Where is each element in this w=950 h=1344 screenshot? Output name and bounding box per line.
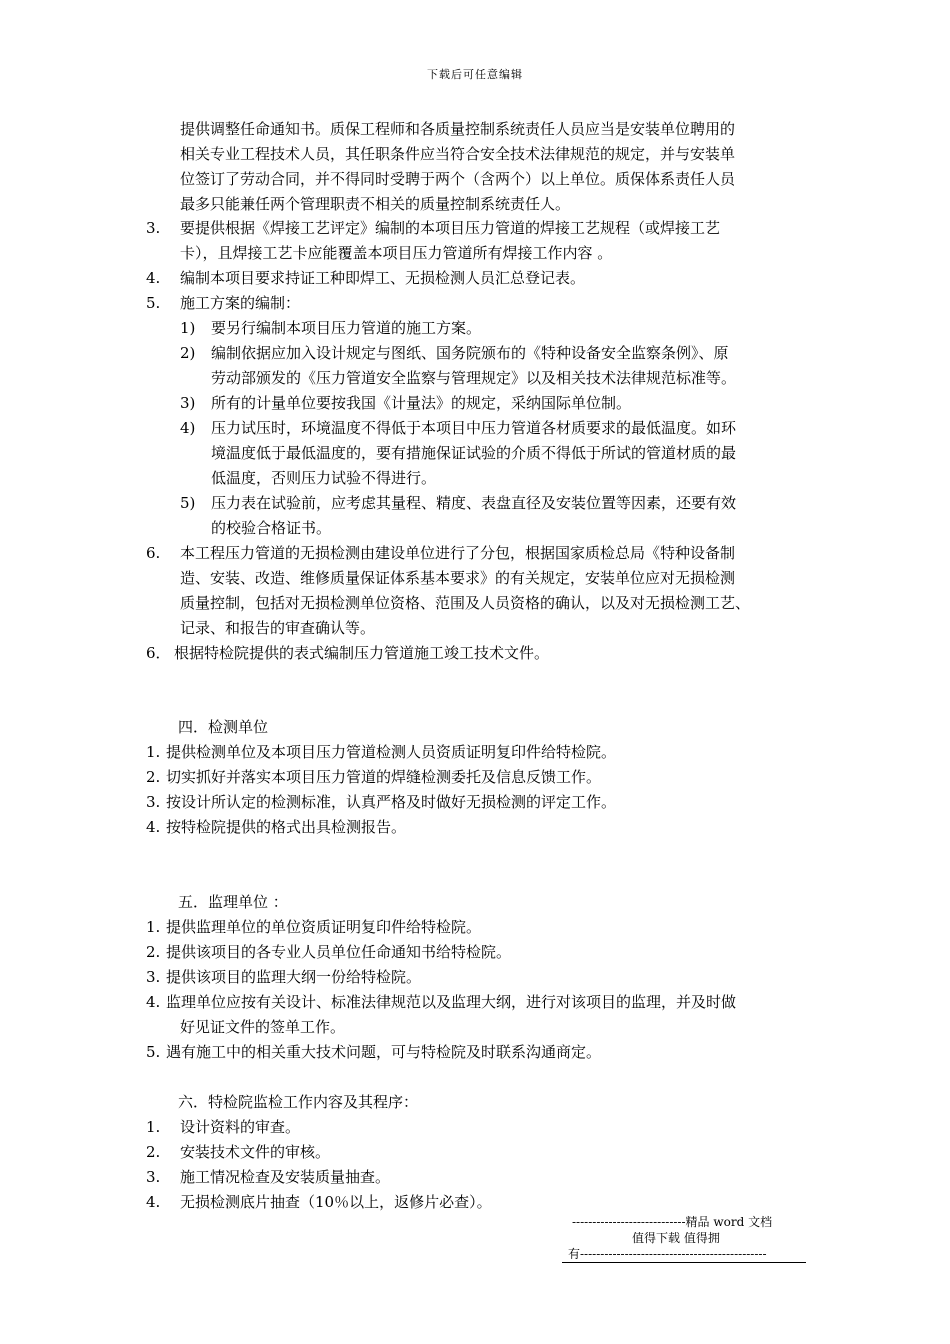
list-number: 6． [146, 644, 171, 662]
page-header: 下载后可任意编辑 [427, 68, 523, 81]
footer-line: 值得下载 值得拥 [632, 1231, 720, 1245]
list-item-line: 质量控制，包括对无损检测单位资格、范围及人员资格的确认，以及对无损检测工艺、 [180, 594, 751, 612]
sub-list-number: 4) [180, 419, 196, 437]
footer-line: 有---------------------------------------------- [568, 1247, 767, 1261]
list-number: 4. [146, 993, 161, 1011]
sub-list-line: 低温度，否则压力试验不得进行。 [211, 469, 437, 487]
list-item-line: 本工程压力管道的无损检测由建设单位进行了分包，根据国家质检总局《特种设备制 [180, 544, 736, 562]
sub-list-line: 所有的计量单位要按我国《计量法》的规定，采纳国际单位制。 [211, 394, 632, 412]
intro-line: 提供调整任命通知书。质保工程师和各质量控制系统责任人员应当是安装单位聘用的 [180, 120, 736, 138]
footer-line: ----------------------------精品 word 文档 [572, 1215, 773, 1229]
list-item-line: 切实抓好并落实本项目压力管道的焊缝检测委托及信息反馈工作。 [166, 768, 602, 786]
list-number: 1. [146, 918, 161, 936]
list-item-line: 记录、和报告的审查确认等。 [180, 619, 376, 637]
list-item-line: 施工方案的编制： [180, 294, 301, 312]
section-heading: 六．特检院监检工作内容及其程序： [178, 1093, 419, 1111]
footer-rule [562, 1262, 806, 1263]
sub-list-line: 劳动部颁发的《压力管道安全监察与管理规定》以及相关技术法律规范标准等。 [211, 369, 737, 387]
list-item-line: 好见证文件的签单工作。 [180, 1018, 346, 1036]
intro-line: 相关专业工程技术人员，其任职条件应当符合安全技术法律规范的规定，并与安装单 [180, 145, 736, 163]
list-item-line: 按设计所认定的检测标准，认真严格及时做好无损检测的评定工作。 [166, 793, 617, 811]
sub-list-line: 压力试压时，环境温度不得低于本项目中压力管道各材质要求的最低温度。如环 [211, 419, 737, 437]
list-number: 6. [146, 544, 161, 562]
list-item-line: 造、安装、改造、维修质量保证体系基本要求》的有关规定，安装单位应对无损检测 [180, 569, 736, 587]
list-item-line: 编制本项目要求持证工种即焊工、无损检测人员汇总登记表。 [180, 269, 586, 287]
section-heading: 四．检测单位 [178, 718, 269, 736]
list-number: 1. [146, 1118, 161, 1136]
list-number: 1. [146, 743, 161, 761]
sub-list-number: 1) [180, 319, 196, 337]
list-item-line: 施工情况检查及安装质量抽查。 [180, 1168, 391, 1186]
list-number: 2. [146, 943, 161, 961]
list-number: 3. [146, 219, 161, 237]
sub-list-line: 编制依据应加入设计规定与图纸、国务院颁布的《特种设备安全监察条例》、原 [211, 344, 729, 362]
sub-list-number: 2) [180, 344, 196, 362]
list-number: 3. [146, 968, 161, 986]
list-item-line: 提供监理单位的单位资质证明复印件给特检院。 [166, 918, 482, 936]
list-number: 5. [146, 1043, 161, 1061]
list-number: 4. [146, 1193, 161, 1211]
sub-list-number: 3) [180, 394, 196, 412]
list-number: 2. [146, 768, 161, 786]
list-item-line: 提供该项目的监理大纲一份给特检院。 [166, 968, 422, 986]
list-item-line: 要提供根据《焊接工艺评定》编制的本项目压力管道的焊接工艺规程（或焊接工艺 [180, 219, 721, 237]
list-number: 5. [146, 294, 161, 312]
section-heading: 五．监理单位 ： [178, 893, 288, 911]
intro-line: 位签订了劳动合同，并不得同时受聘于两个（含两个）以上单位。质保体系责任人员 [180, 170, 736, 188]
list-item-line: 提供该项目的各专业人员单位任命通知书给特检院。 [166, 943, 512, 961]
list-item-line: 卡），且焊接工艺卡应能覆盖本项目压力管道所有焊接工作内容 。 [180, 244, 613, 262]
sub-list-line: 境温度低于最低温度的，要有措施保证试验的介质不得低于所试的管道材质的最 [211, 444, 737, 462]
list-number: 4. [146, 818, 161, 836]
list-item-line: 安装技术文件的审核。 [180, 1143, 331, 1161]
intro-line: 最多只能兼任两个管理职责不相关的质量控制系统责任人。 [180, 195, 571, 213]
list-item-line: 提供检测单位及本项目压力管道检测人员资质证明复印件给特检院。 [166, 743, 617, 761]
list-item-line: 无损检测底片抽查（10％以上，返修片必查）。 [180, 1193, 492, 1211]
list-number: 2. [146, 1143, 161, 1161]
list-item-line: 监理单位应按有关设计、标准法律规范以及监理大纲，进行对该项目的监理，并及时做 [166, 993, 737, 1011]
sub-list-line: 的校验合格证书。 [211, 519, 332, 537]
list-item-line: 设计资料的审查。 [180, 1118, 301, 1136]
list-item-line: 遇有施工中的相关重大技术问题，可与特检院及时联系沟通商定。 [166, 1043, 602, 1061]
list-item-line: 按特检院提供的格式出具检测报告。 [166, 818, 407, 836]
list-number: 3. [146, 793, 161, 811]
list-number: 4. [146, 269, 161, 287]
sub-list-number: 5) [180, 494, 196, 512]
list-number: 3. [146, 1168, 161, 1186]
sub-list-line: 要另行编制本项目压力管道的施工方案。 [211, 319, 482, 337]
sub-list-line: 压力表在试验前，应考虑其量程、精度、表盘直径及安装位置等因素，还要有效 [211, 494, 737, 512]
list-item-line: 根据特检院提供的表式编制压力管道施工竣工技术文件。 [174, 644, 550, 662]
